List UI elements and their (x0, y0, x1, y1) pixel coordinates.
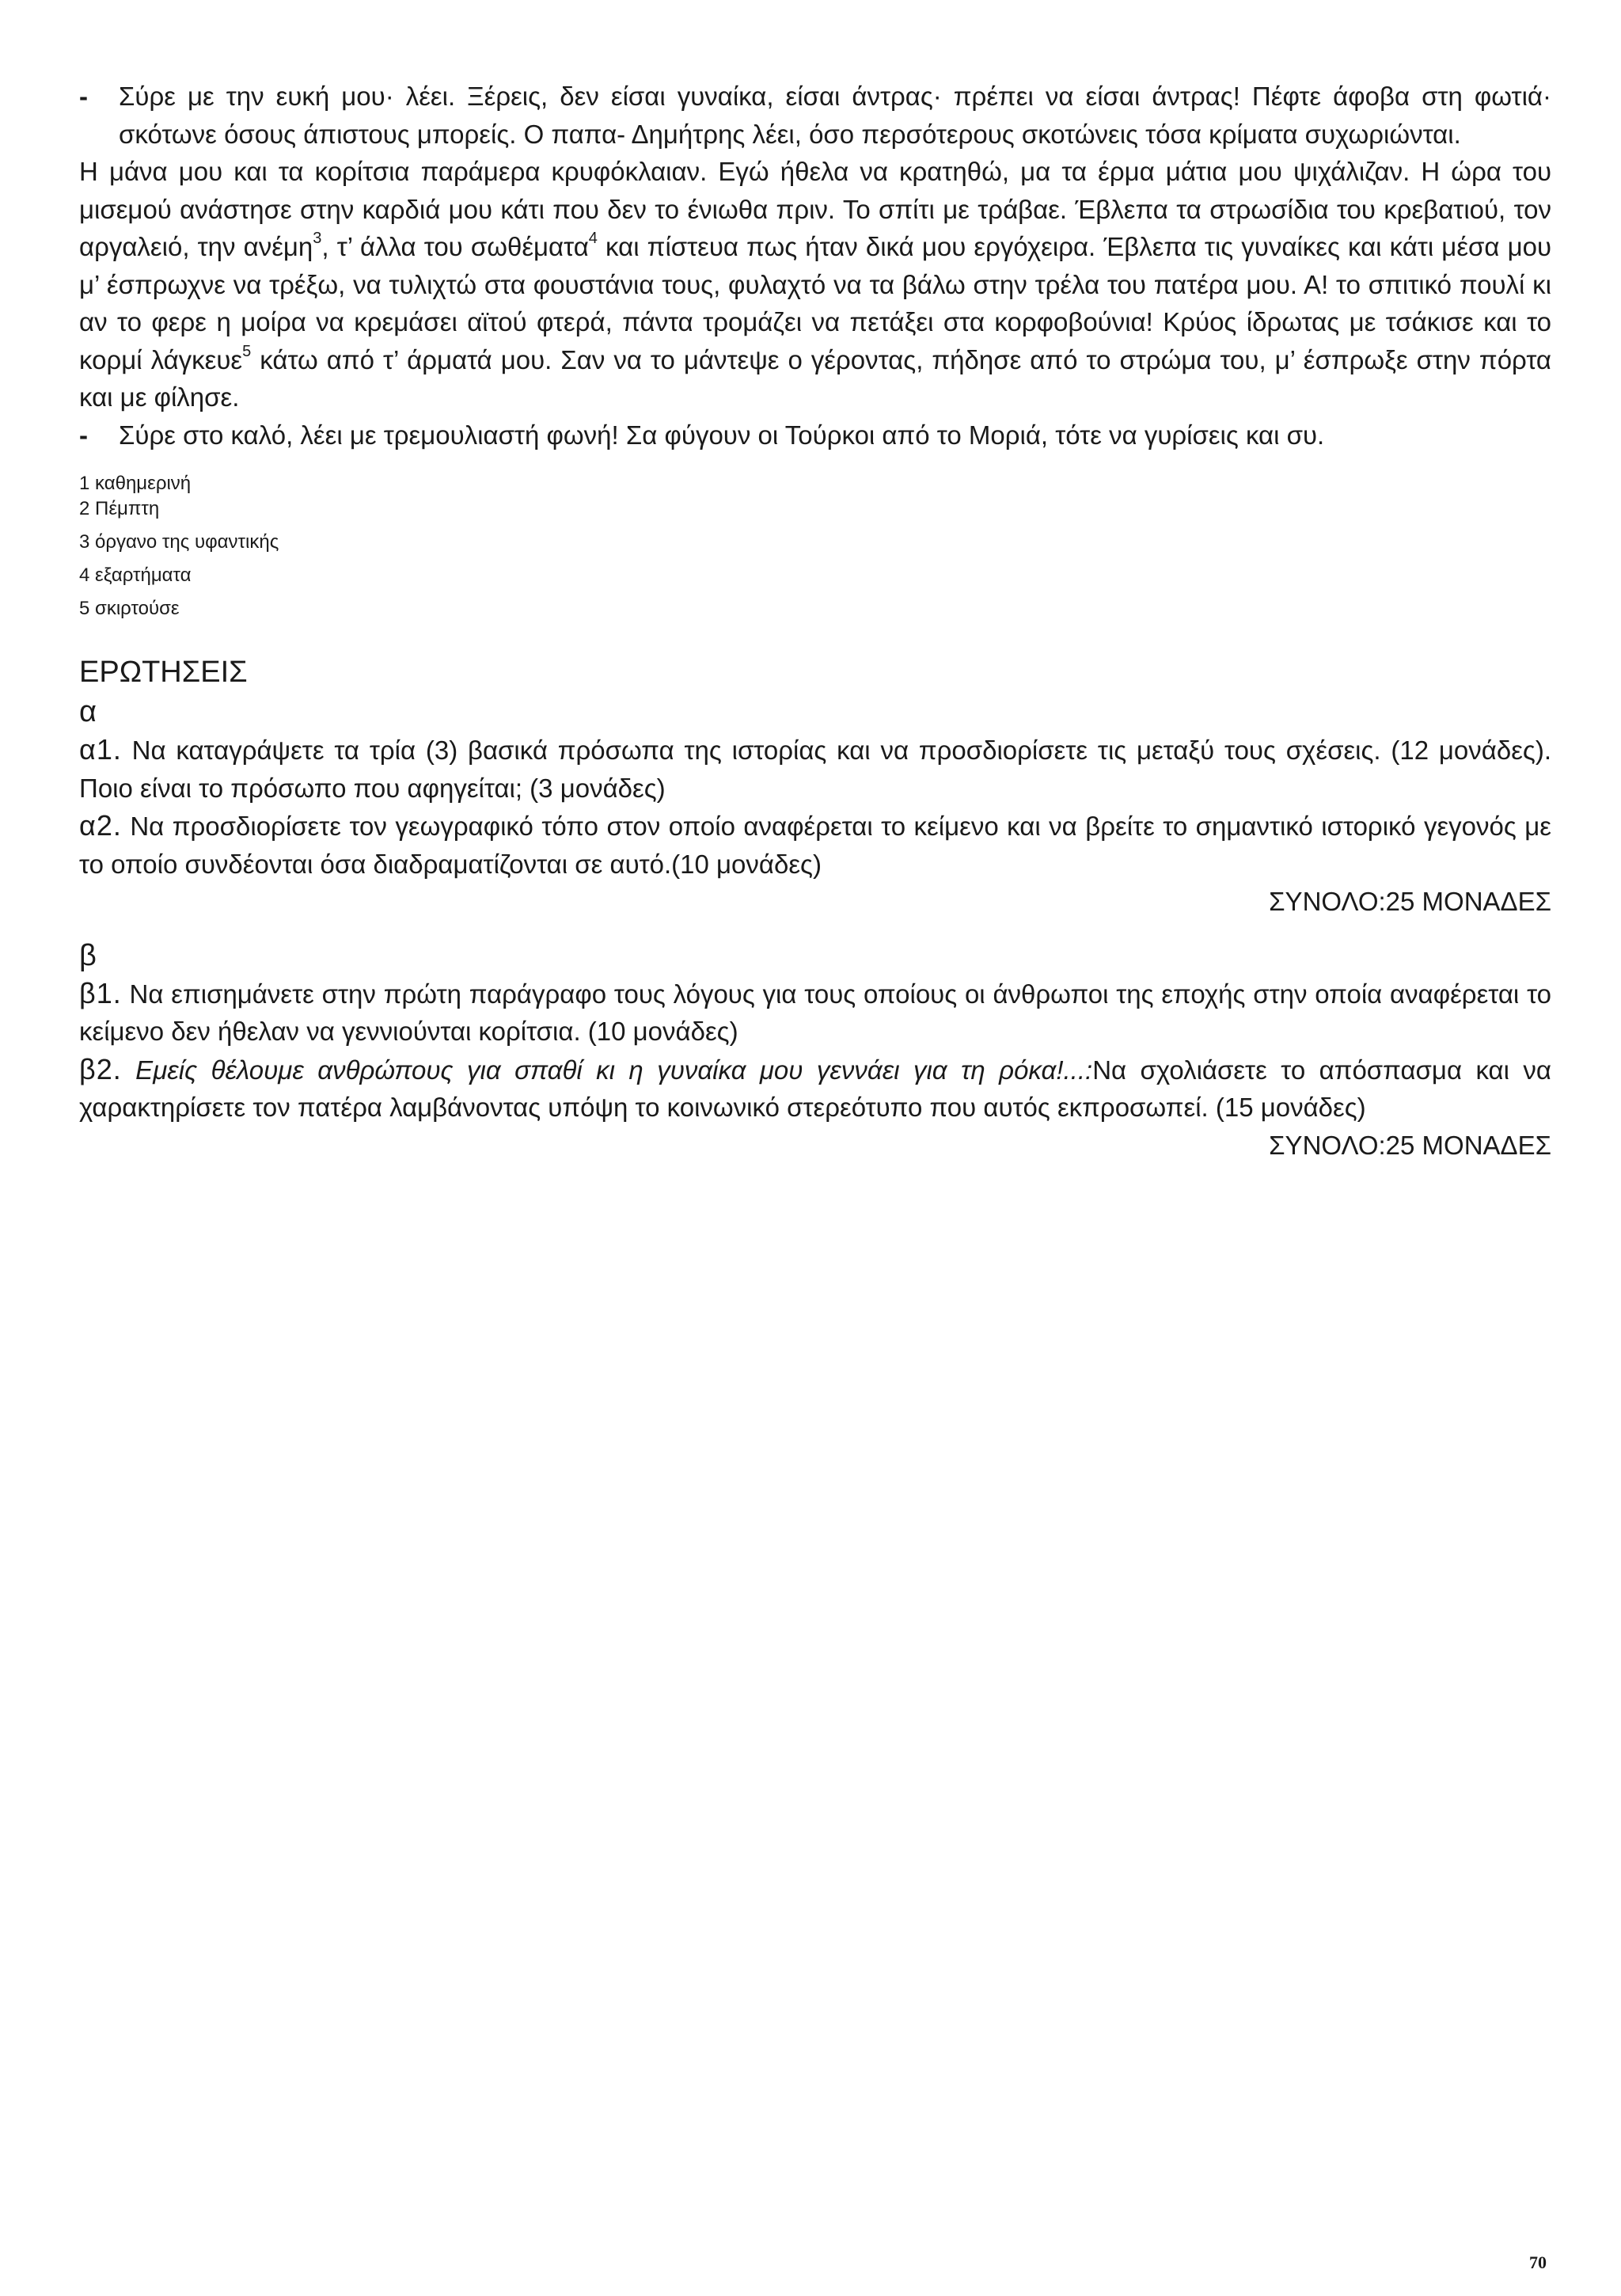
dialogue-paragraph-1 (79, 78, 1551, 153)
narrative-text-b: , τ’ άλλα του σωθέματα (321, 232, 589, 261)
section-a-total: ΣΥΝΟΛΟ:25 ΜΟΝΑΔΕΣ (1269, 887, 1551, 916)
question-text: Να προσδιορίσετε τον γεωγραφικό τόπο στον οποίο αναφέρεται το κείμενο και να βρείτε το σημαντικό ιστορικό γεγονός με το οποίο συνδέονται όσα διαδραματίζονται σε αυτό.(10 μονάδες) (79, 812, 1551, 879)
footnote-item: 1 καθημερινή (79, 473, 192, 494)
question-text: Να καταγράψετε τα τρία (3) βασικά πρόσωπα της ιστορίας και να προσδιορίσετε τις μεταξύ τους σχέσεις. (12 μονάδες). Ποιο είναι το πρόσωπο που αφηγείται; (3 μονάδες) (79, 736, 1551, 803)
question-b2 (79, 1051, 1551, 1127)
question-text: Να σχολιάσετε το απόσπασμα και να χαρακτηρίσετε τον πατέρα λαμβάνοντας υπόψη το κοινωνικό στερεότυπο που αυτός εκπροσωπεί. (15 μονάδες) (79, 1055, 1551, 1122)
section-b-label: β (79, 938, 97, 972)
footnote-ref-5: 5 (242, 342, 252, 360)
footnote-item: 4 εξαρτήματα (79, 564, 192, 586)
narrative-text-c: και πίστευα πως ήταν δικά μου εργόχειρα. Έβλεπα τις γυναίκες και κάτι μέσα μου μ’ έσπρωχνε να τρέξω, να τυλιχτώ στα φουστάνια τους, φυλαχτό να τα βάλω στην τρέλα του πατέρα μου. Α! το σπιτικό πουλί κι αν το φερε η μοίρα να κρεμάσει αϊτού φτερά, πάντα τρομάζει να πετάξει στα κορφοβούνια! Κρύος ίδρωτας με τσάκισε και το κορμί λάγκευε (79, 232, 1552, 374)
question-number: α2. (79, 809, 122, 842)
dialogue-text-2: Σύρε στο καλό, λέει με τρεμουλιαστή φωνή! Σα φύγουν οι Τούρκοι από το Μοριά, τότε να γυρίσεις και συ. (119, 420, 1325, 450)
dialogue-paragraph-2 (79, 416, 1551, 454)
section-b-total: ΣΥΝΟΛΟ:25 ΜΟΝΑΔΕΣ (1269, 1130, 1551, 1160)
page-number: 70 (1529, 2252, 1547, 2272)
section-a-label: α (79, 695, 97, 728)
dialogue-dash: - (79, 420, 88, 450)
question-quote: Εμείς θέλουμε ανθρώπους για σπαθί κι η γυναίκα μου γεννάει για τη ρόκα!...: (121, 1055, 1093, 1085)
dialogue-dash: - (79, 82, 88, 111)
question-text: Να επισημάνετε στην πρώτη παράγραφο τους λόγους για τους οποίους οι άνθρωποι της εποχής στην οποία αναφέρεται το κείμενο δεν ήθελαν να γεννιούνται κορίτσια. (10 μονάδες) (79, 979, 1551, 1046)
question-b1 (79, 975, 1551, 1051)
narrative-text-d: κάτω από τ’ άρματά μου. Σαν να το μάντεψε ο γέροντας, πήδησε από το στρώμα του, μ’ έσπρωξε στην πόρτα και με φίλησε. (79, 344, 1551, 412)
footnotes (79, 473, 1551, 620)
footnote-ref-3: 3 (313, 230, 322, 247)
questions-heading: ΕΡΩΤΗΣΕΙΣ (79, 656, 248, 689)
question-number: β1. (79, 976, 122, 1009)
footnote-item: 5 σκιρτούσε (79, 598, 180, 619)
question-number: β2. (79, 1052, 122, 1085)
footnote-item: 2 Πέμπτη (79, 498, 160, 519)
narrative-paragraph (79, 153, 1551, 416)
footnote-item: 3 όργανο της υφαντικής (79, 531, 279, 553)
question-a2 (79, 807, 1551, 883)
footnote-ref-4: 4 (588, 230, 598, 247)
question-number: α1. (79, 733, 122, 766)
dialogue-text-1: Σύρε με την ευκή μου· λέει. Ξέρεις, δεν είσαι γυναίκα, είσαι άντρας· πρέπει να είσαι άντρας! Πέφτε άφοβα στη φωτιά· σκότωνε όσους άπιστους μπορείς. Ο παπα- Δημήτρης λέει, όσο περσότερους σκοτώνεις τόσα κρίματα συχωριώνται. (119, 82, 1551, 149)
question-a1 (79, 731, 1551, 807)
narrative-text-a: Η μάνα μου και τα κορίτσια παράμερα κρυφόκλαιαν. Εγώ ήθελα να κρατηθώ, μα τα έρμα μάτια μου ψιχάλιζαν. Η ώρα του μισεμού ανάστησε στην καρδιά μου κάτι που δεν το ένιωθα πριν. Το σπίτι με τράβαε. Έβλεπα τα στρωσίδια του κρεβατιού, τον αργαλειό, την ανέμη (79, 157, 1551, 261)
document-page (79, 78, 1551, 1164)
